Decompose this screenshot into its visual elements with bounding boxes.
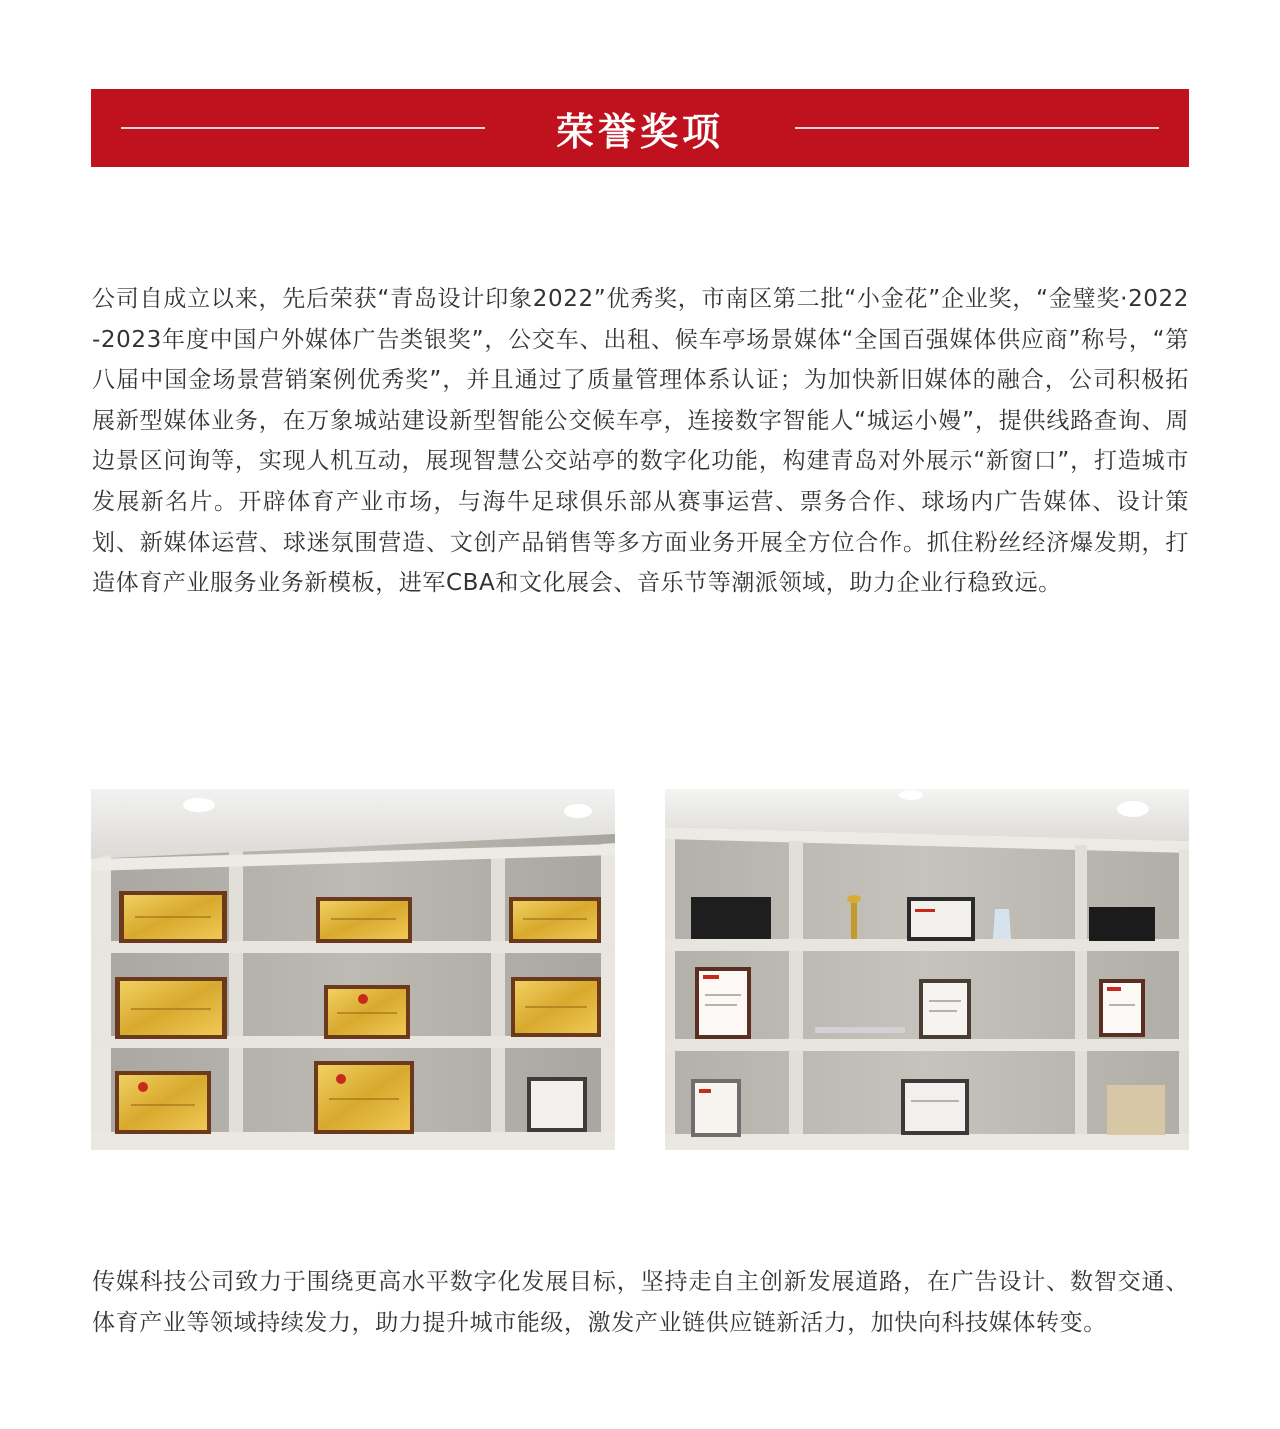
banner-divider-left	[121, 127, 485, 129]
photo-gold-plaque-shelf	[91, 789, 615, 1150]
intro-paragraph: 公司自成立以来，先后荣获“青岛设计印象2022”优秀奖，市南区第二批“小金花”企业奖，“金璧奖·2022-2023年度中国户外媒体广告类银奖”，公交车、出租、候车亭场景媒体“全国百强媒体供应商”称号，“第八届中国金场景营销案例优秀奖”，并且通过了质量管理体系认证；为加快新旧媒体的融合，公司积极拓展新型媒体业务，在万象城站建设新型智能公交候车亭，连接数字智能人“城运小嫚”，提供线路查询、周边景区问询等，实现人机互动，展现智慧公交站亭的数字化功能，构建青岛对外展示“新窗口”，打造城市发展新名片。开辟体育产业市场，与海牛足球俱乐部从赛事运营、票务合作、球场内广告媒体、设计策划、新媒体运营、球迷氛围营造、文创产品销售等多方面业务开展全方位合作。抓住粉丝经济爆发期，打造体育产业服务业务新模板，进军CBA和文化展会、音乐节等潮派领域，助力企业行稳致远。	[92, 286, 1189, 597]
section-banner	[91, 89, 1189, 167]
closing-paragraph: 传媒科技公司致力于围绕更高水平数字化发展目标，坚持走自主创新发展道路，在广告设计、数智交通、体育产业等领域持续发力，助力提升城市能级，激发产业链供应链新活力，加快向科技媒体转变。	[92, 1269, 1189, 1336]
section-title: 荣誉奖项	[555, 109, 724, 154]
banner-divider-right	[795, 127, 1159, 129]
photo-certificate-shelf	[665, 789, 1189, 1150]
